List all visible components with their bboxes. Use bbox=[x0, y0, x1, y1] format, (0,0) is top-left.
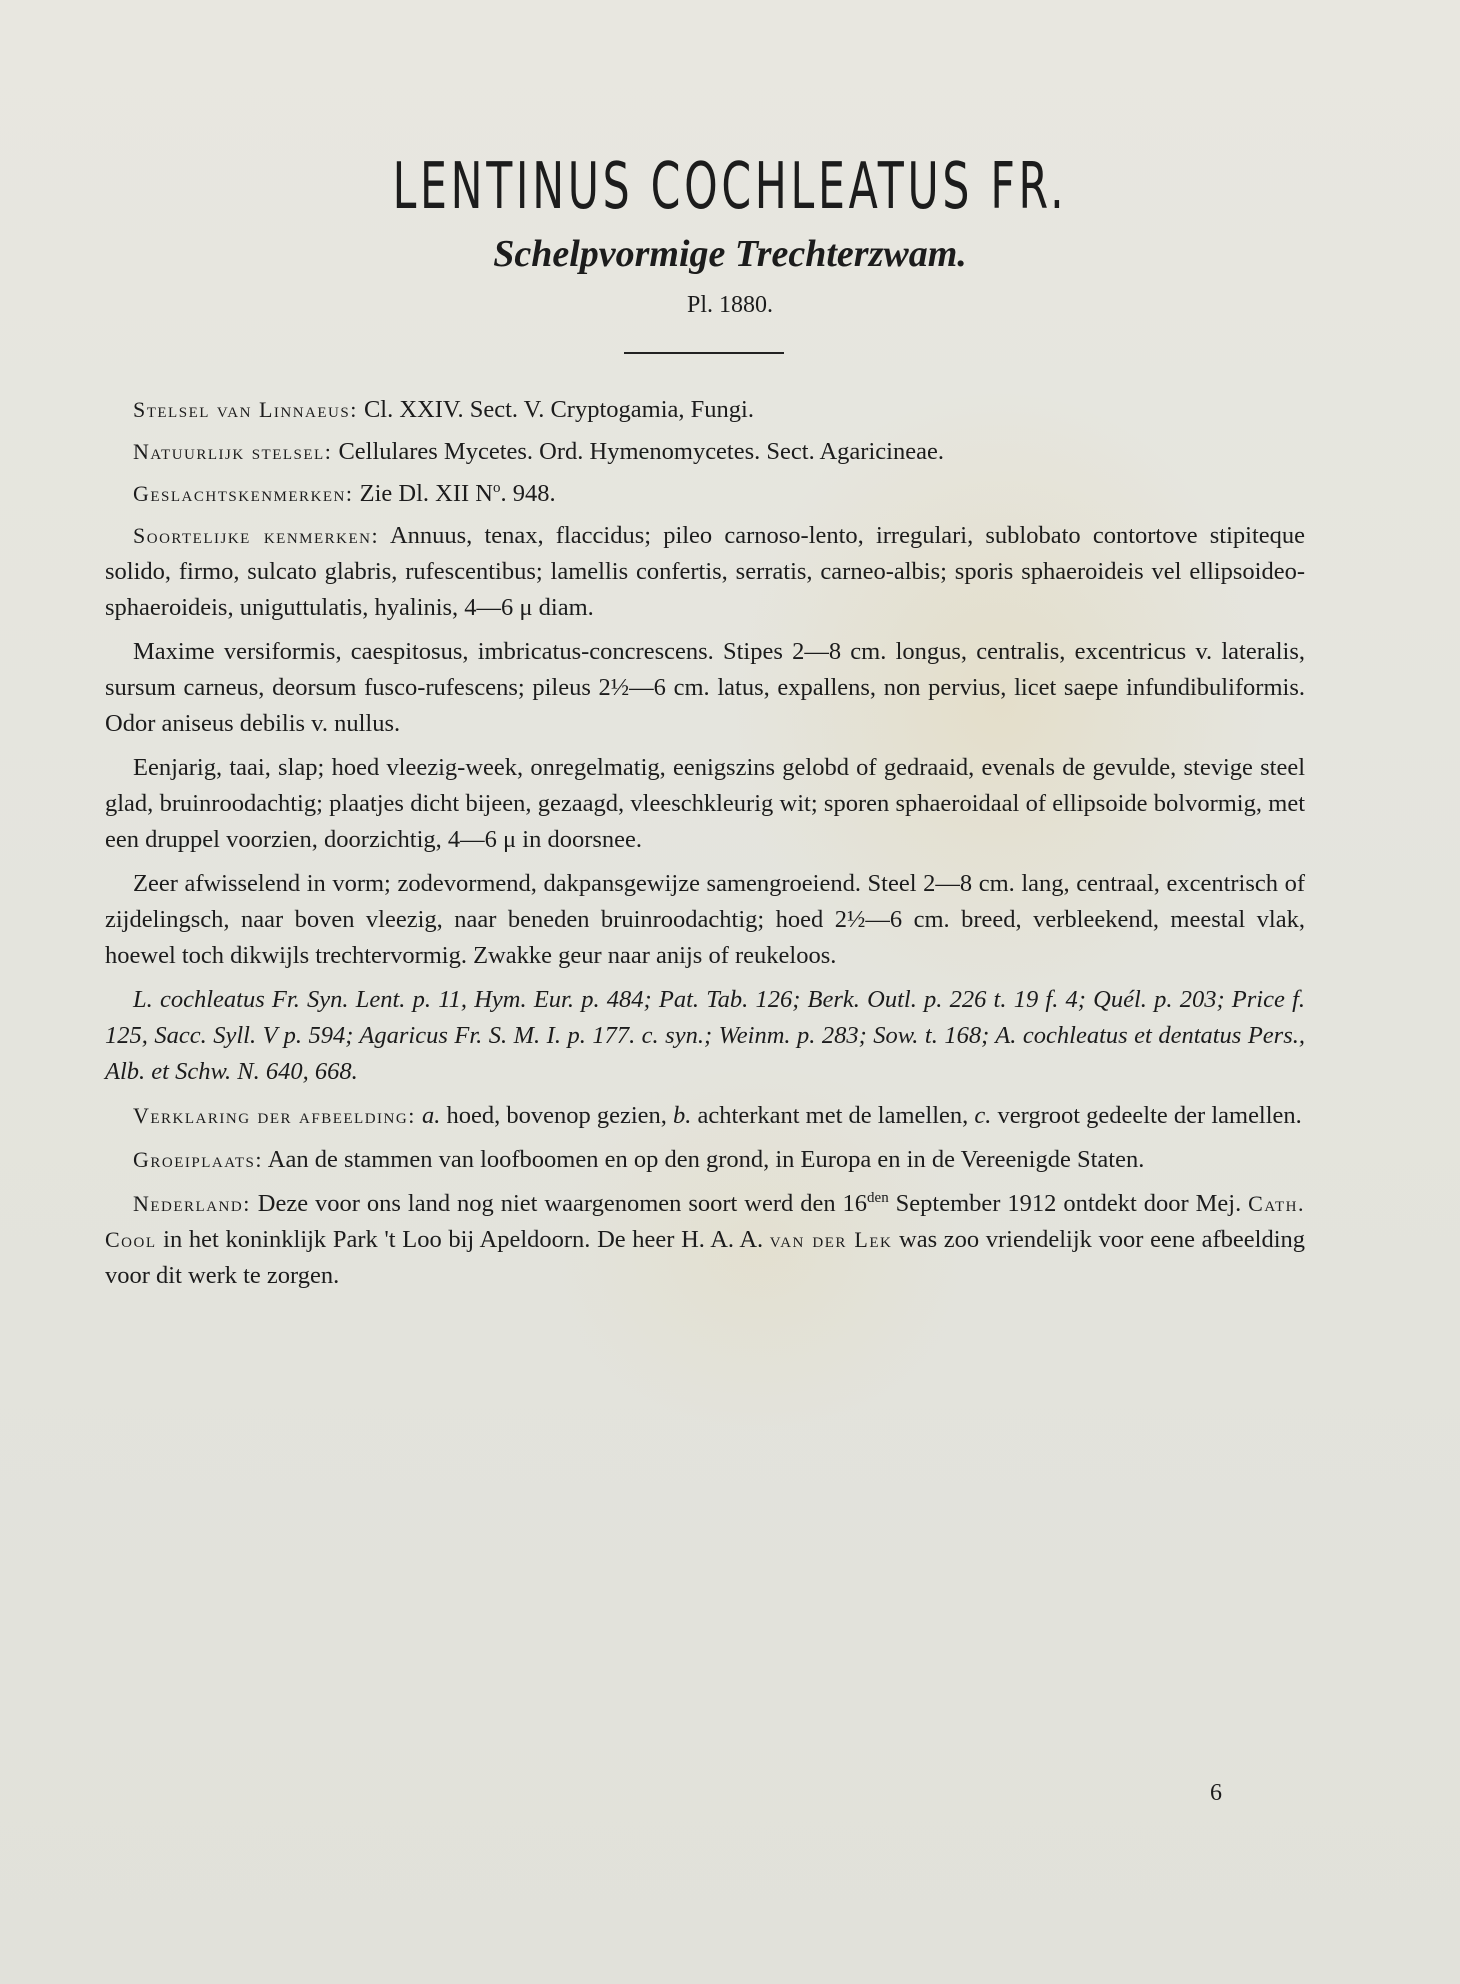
title-divider bbox=[624, 352, 784, 354]
stelsel-linnaeus-label: Stelsel van Linnaeus: bbox=[133, 397, 358, 422]
nederland-text-2: September 1912 ontdekt door Mej. bbox=[895, 1190, 1242, 1217]
figure-letter-a: a. bbox=[421, 1102, 441, 1129]
soortelijke-text: Annuus, tenax, flaccidus; pileo carnoso-lento, irregulari, sublobato contortove stipiteque solido, firmo, sulcato glabris, rufescentibus; lamellis confertis, serratis, carneo-albis; sporis sphaeroideis vel ellipsoideo-sphaeroideis, uniguttulatis, hyalinis, 4—6 μ diam. bbox=[105, 522, 1306, 621]
geslachtskenmerken-label: Geslachtskenmerken: bbox=[133, 481, 354, 506]
dutch-description-paragraph: Zeer afwisselend in vorm; zodevormend, dakpansgewijze samengroeiend. Steel 2—8 cm. lang, centraal, excentrisch of zijdelingsch, naar boven vleezig, naar beneden bruinroodachtig; hoed 2½—6 cm. breed, verbleekend, meestal vlak, hoewel toch dikwijls trechtervormig. Zwakke geur naar anijs of reukeloos. bbox=[105, 870, 1305, 969]
dutch-name-subtitle: Schelpvormige Trechterzwam. bbox=[493, 233, 967, 275]
figure-b-text: achterkant met de lamellen, bbox=[697, 1102, 969, 1129]
natuurlijk-stelsel-label: Natuurlijk stelsel: bbox=[133, 439, 333, 464]
figure-letter-b: b. bbox=[673, 1102, 692, 1129]
soortelijke-paragraph bbox=[105, 518, 1305, 626]
nederland-text-4: was zoo vriendelijk voor eene afbeelding voor dit werk te zorgen. bbox=[105, 1226, 1306, 1289]
groeiplaats-label: Groeiplaats: bbox=[133, 1147, 264, 1172]
geslachtskenmerken-paragraph bbox=[105, 476, 1305, 512]
geslachtskenmerken-text: Zie Dl. XII N bbox=[359, 480, 493, 507]
figure-c-text: vergroot gedeelte der lamellen. bbox=[997, 1102, 1302, 1129]
groeiplaats-text: Aan de stammen van loofboomen en op den grond, in Europa en in de Vereenigde Staten. bbox=[267, 1146, 1145, 1173]
plate-number: Pl. 1880. bbox=[686, 292, 773, 318]
nederland-paragraph bbox=[105, 1186, 1305, 1294]
stelsel-linnaeus-text: Cl. XXIV. Sect. V. Cryptogamia, Fungi. bbox=[363, 396, 754, 423]
nederland-text-3: in het koninklijk Park 't Loo bij Apeldoorn. De heer H. A. A. bbox=[163, 1226, 764, 1253]
page-number: 6 bbox=[1210, 1780, 1222, 1806]
natuurlijk-stelsel-paragraph bbox=[105, 434, 1305, 470]
soortelijke-label: Soortelijke kenmerken: bbox=[133, 523, 380, 548]
dutch-characteristics-paragraph: Eenjarig, taai, slap; hoed vleezig-week, onregelmatig, eenigszins gelobd of gedraaid, evenals de gevulde, stevige steel glad, bruinroodachtig; plaatjes dicht bijeen, gezaagd, vleeschkleurig wit; sporen sphaeroidaal of ellipsoide bolvormig, met een druppel voorzien, doorzichtig, 4—6 μ in doorsnee. bbox=[105, 754, 1305, 853]
finder-name: Cath. Cool bbox=[105, 1191, 1306, 1252]
verklaring-paragraph bbox=[105, 1098, 1305, 1134]
verklaring-label: Verklaring der afbeelding: bbox=[133, 1103, 416, 1128]
geslachtskenmerken-text-end: . 948. bbox=[500, 480, 556, 507]
description-body bbox=[105, 392, 1305, 1302]
figure-letter-c: c. bbox=[974, 1102, 992, 1129]
geslachtskenmerken-sup: o bbox=[493, 479, 501, 496]
figure-a-text: hoed, bovenop gezien, bbox=[446, 1102, 667, 1129]
references-paragraph: L. cochleatus Fr. Syn. Lent. p. 11, Hym. Eur. p. 484; Pat. Tab. 126; Berk. Outl. p. 226 t. 19 f. 4; Quél. p. 203; Price f. 125, Sacc. Syll. V p. 594; Agaricus Fr. S. M. I. p. 177. c. syn.; Weinm. p. 283; Sow. t. 168; A. cochleatus et dentatus Pers., Alb. et Schw. N. 640, 668. bbox=[105, 986, 1305, 1085]
latin-description-paragraph: Maxime versiformis, caespitosus, imbricatus-concrescens. Stipes 2—8 cm. longus, centralis, excentricus v. lateralis, sursum carneus, deorsum fusco-rufescens; pileus 2½—6 cm. latus, expallens, non pervius, licet saepe infundibuliformis. Odor aniseus debilis v. nullus. bbox=[105, 638, 1305, 737]
nederland-text: Deze voor ons land nog niet waargenomen soort werd den 16 bbox=[257, 1190, 868, 1217]
species-title: LENTINUS COCHLEATUS FR. bbox=[392, 150, 1068, 224]
nederland-date-sup: den bbox=[867, 1189, 889, 1206]
nederland-label: Nederland: bbox=[133, 1191, 251, 1216]
groeiplaats-paragraph bbox=[105, 1142, 1305, 1178]
stelsel-linnaeus-paragraph bbox=[105, 392, 1305, 428]
illustrator-name: van der Lek bbox=[769, 1227, 893, 1252]
natuurlijk-stelsel-text: Cellulares Mycetes. Ord. Hymenomycetes. Sect. Agaricineae. bbox=[338, 438, 944, 465]
